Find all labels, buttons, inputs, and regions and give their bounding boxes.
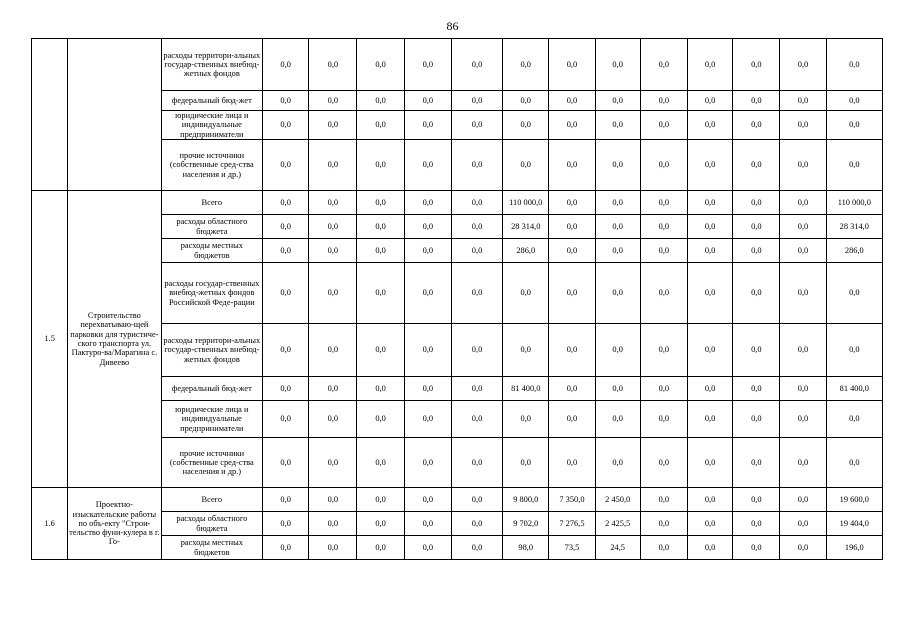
value-cell: 0,0 — [687, 91, 732, 111]
value-cell: 0,0 — [687, 140, 732, 191]
funding-source: федеральный бюд-жет — [161, 91, 262, 111]
value-cell: 0,0 — [263, 324, 309, 377]
value-cell: 7 350,0 — [549, 488, 595, 512]
funding-source: прочие источники (собственные сред-ства населения и др.) — [161, 140, 262, 191]
value-cell: 0,0 — [263, 401, 309, 438]
value-cell: 0,0 — [687, 263, 732, 324]
item-name: Строительство перехватываю-щей парковки для туристиче-ского транспорта ул. Пактуро-ва/Марагина с. Дивеево — [68, 191, 161, 488]
value-cell: 0,0 — [263, 438, 309, 488]
value-cell: 0,0 — [309, 488, 357, 512]
value-cell: 2 425,5 — [595, 512, 640, 536]
value-cell: 0,0 — [595, 111, 640, 140]
value-cell: 0,0 — [549, 239, 595, 263]
funding-source: Всего — [161, 191, 262, 215]
value-cell: 0,0 — [357, 91, 404, 111]
value-cell: 9 800,0 — [503, 488, 549, 512]
value-cell: 0,0 — [404, 191, 451, 215]
value-cell: 0,0 — [549, 377, 595, 401]
value-cell: 0,0 — [780, 140, 826, 191]
value-cell: 0,0 — [357, 324, 404, 377]
value-cell: 0,0 — [263, 91, 309, 111]
value-cell: 0,0 — [780, 215, 826, 239]
value-cell: 0,0 — [309, 324, 357, 377]
value-cell: 0,0 — [549, 215, 595, 239]
value-cell: 0,0 — [687, 377, 732, 401]
value-cell: 0,0 — [549, 140, 595, 191]
table-row — [32, 488, 883, 512]
value-cell: 0,0 — [640, 39, 687, 91]
value-cell: 0,0 — [404, 111, 451, 140]
value-cell: 0,0 — [640, 401, 687, 438]
value-cell: 0,0 — [595, 377, 640, 401]
value-cell: 0,0 — [309, 39, 357, 91]
value-cell: 0,0 — [595, 140, 640, 191]
value-cell: 0,0 — [826, 324, 882, 377]
value-cell: 0,0 — [640, 324, 687, 377]
value-cell: 0,0 — [263, 140, 309, 191]
value-cell: 0,0 — [451, 512, 502, 536]
value-cell: 0,0 — [640, 512, 687, 536]
value-cell: 0,0 — [780, 377, 826, 401]
value-cell: 0,0 — [451, 263, 502, 324]
value-cell: 0,0 — [733, 215, 780, 239]
value-cell: 0,0 — [357, 438, 404, 488]
value-cell: 0,0 — [640, 488, 687, 512]
value-cell: 0,0 — [549, 263, 595, 324]
value-cell: 0,0 — [309, 239, 357, 263]
value-cell: 0,0 — [451, 401, 502, 438]
value-cell: 0,0 — [357, 239, 404, 263]
value-cell: 0,0 — [404, 536, 451, 560]
value-cell: 0,0 — [549, 438, 595, 488]
value-cell: 0,0 — [595, 91, 640, 111]
value-cell: 0,0 — [451, 536, 502, 560]
value-cell: 0,0 — [687, 324, 732, 377]
value-cell: 0,0 — [595, 191, 640, 215]
value-cell: 0,0 — [640, 91, 687, 111]
value-cell: 0,0 — [503, 91, 549, 111]
value-cell: 0,0 — [451, 39, 502, 91]
value-cell: 0,0 — [826, 140, 882, 191]
value-cell: 0,0 — [687, 536, 732, 560]
value-cell: 0,0 — [549, 39, 595, 91]
value-cell: 0,0 — [640, 191, 687, 215]
value-cell: 0,0 — [595, 215, 640, 239]
value-cell: 0,0 — [404, 512, 451, 536]
value-cell: 0,0 — [640, 239, 687, 263]
item-number: 1.5 — [32, 191, 68, 488]
value-cell: 24,5 — [595, 536, 640, 560]
value-cell: 0,0 — [451, 438, 502, 488]
value-cell: 0,0 — [404, 239, 451, 263]
value-cell: 0,0 — [404, 215, 451, 239]
value-cell: 0,0 — [309, 263, 357, 324]
value-cell: 0,0 — [549, 191, 595, 215]
value-cell: 286,0 — [503, 239, 549, 263]
value-cell: 0,0 — [357, 488, 404, 512]
value-cell: 0,0 — [733, 536, 780, 560]
value-cell: 0,0 — [263, 512, 309, 536]
value-cell: 0,0 — [451, 91, 502, 111]
value-cell: 0,0 — [733, 401, 780, 438]
value-cell: 0,0 — [404, 39, 451, 91]
value-cell: 0,0 — [263, 39, 309, 91]
value-cell: 0,0 — [309, 512, 357, 536]
item-number — [32, 39, 68, 191]
value-cell: 0,0 — [503, 111, 549, 140]
value-cell: 0,0 — [687, 488, 732, 512]
value-cell: 0,0 — [263, 111, 309, 140]
value-cell: 0,0 — [451, 140, 502, 191]
value-cell: 98,0 — [503, 536, 549, 560]
value-cell: 19 404,0 — [826, 512, 882, 536]
value-cell: 0,0 — [357, 111, 404, 140]
value-cell: 0,0 — [263, 215, 309, 239]
item-name — [68, 39, 161, 191]
value-cell: 0,0 — [503, 263, 549, 324]
value-cell: 0,0 — [780, 91, 826, 111]
value-cell: 0,0 — [357, 215, 404, 239]
value-cell: 0,0 — [595, 263, 640, 324]
value-cell: 9 702,0 — [503, 512, 549, 536]
value-cell: 0,0 — [780, 324, 826, 377]
table-row — [32, 191, 883, 215]
value-cell: 0,0 — [503, 39, 549, 91]
value-cell: 0,0 — [309, 536, 357, 560]
value-cell: 0,0 — [733, 263, 780, 324]
value-cell: 81 400,0 — [503, 377, 549, 401]
value-cell: 0,0 — [687, 512, 732, 536]
value-cell: 0,0 — [687, 401, 732, 438]
value-cell: 0,0 — [826, 438, 882, 488]
value-cell: 0,0 — [263, 377, 309, 401]
value-cell: 0,0 — [309, 377, 357, 401]
value-cell: 0,0 — [640, 111, 687, 140]
value-cell: 0,0 — [357, 39, 404, 91]
value-cell: 0,0 — [826, 111, 882, 140]
value-cell: 0,0 — [357, 140, 404, 191]
value-cell: 0,0 — [780, 191, 826, 215]
value-cell: 0,0 — [687, 215, 732, 239]
value-cell: 0,0 — [309, 191, 357, 215]
value-cell: 0,0 — [780, 438, 826, 488]
funding-source: расходы местных бюджетов — [161, 536, 262, 560]
value-cell: 0,0 — [780, 263, 826, 324]
table-row — [32, 39, 883, 91]
value-cell: 0,0 — [733, 91, 780, 111]
funding-source: юридические лица и индивидуальные предприниматели — [161, 401, 262, 438]
value-cell: 0,0 — [263, 239, 309, 263]
item-number: 1.6 — [32, 488, 68, 560]
value-cell: 28 314,0 — [826, 215, 882, 239]
value-cell: 0,0 — [451, 488, 502, 512]
value-cell: 0,0 — [503, 438, 549, 488]
value-cell: 110 000,0 — [503, 191, 549, 215]
value-cell: 0,0 — [357, 191, 404, 215]
value-cell: 0,0 — [826, 401, 882, 438]
value-cell: 0,0 — [780, 39, 826, 91]
value-cell: 0,0 — [263, 536, 309, 560]
value-cell: 0,0 — [263, 488, 309, 512]
value-cell: 0,0 — [640, 438, 687, 488]
value-cell: 0,0 — [357, 401, 404, 438]
value-cell: 0,0 — [826, 39, 882, 91]
value-cell: 0,0 — [451, 324, 502, 377]
value-cell: 0,0 — [357, 263, 404, 324]
value-cell: 196,0 — [826, 536, 882, 560]
value-cell: 0,0 — [640, 215, 687, 239]
value-cell: 0,0 — [404, 438, 451, 488]
value-cell: 0,0 — [640, 536, 687, 560]
value-cell: 286,0 — [826, 239, 882, 263]
value-cell: 0,0 — [640, 377, 687, 401]
value-cell: 0,0 — [309, 91, 357, 111]
funding-source: юридические лица и индивидуальные предприниматели — [161, 111, 262, 140]
value-cell: 0,0 — [780, 512, 826, 536]
value-cell: 0,0 — [687, 191, 732, 215]
value-cell: 0,0 — [687, 239, 732, 263]
value-cell: 0,0 — [309, 401, 357, 438]
value-cell: 0,0 — [451, 111, 502, 140]
value-cell: 0,0 — [826, 263, 882, 324]
value-cell: 0,0 — [404, 488, 451, 512]
value-cell: 0,0 — [780, 111, 826, 140]
value-cell: 0,0 — [357, 512, 404, 536]
funding-source: расходы территори-альных государ-ственных внебюд-жетных фондов — [161, 324, 262, 377]
value-cell: 0,0 — [357, 536, 404, 560]
funding-source: расходы государ-ственных внебюд-жетных фондов Российской Феде-рации — [161, 263, 262, 324]
value-cell: 0,0 — [503, 401, 549, 438]
value-cell: 0,0 — [451, 377, 502, 401]
value-cell: 0,0 — [595, 324, 640, 377]
value-cell: 0,0 — [451, 191, 502, 215]
value-cell: 0,0 — [549, 91, 595, 111]
funding-source: расходы местных бюджетов — [161, 239, 262, 263]
value-cell: 0,0 — [404, 377, 451, 401]
value-cell: 0,0 — [263, 191, 309, 215]
value-cell: 0,0 — [404, 91, 451, 111]
value-cell: 0,0 — [780, 488, 826, 512]
value-cell: 0,0 — [733, 140, 780, 191]
value-cell: 0,0 — [780, 401, 826, 438]
value-cell: 0,0 — [780, 239, 826, 263]
value-cell: 0,0 — [451, 239, 502, 263]
item-name: Проектно-изыскательские работы по объ-екту "Строи-тельство фуни-кулера в г. Го- — [68, 488, 161, 560]
value-cell: 7 276,5 — [549, 512, 595, 536]
value-cell: 0,0 — [640, 263, 687, 324]
value-cell: 0,0 — [733, 239, 780, 263]
value-cell: 28 314,0 — [503, 215, 549, 239]
value-cell: 0,0 — [404, 324, 451, 377]
value-cell: 0,0 — [733, 512, 780, 536]
value-cell: 0,0 — [733, 39, 780, 91]
value-cell: 0,0 — [404, 263, 451, 324]
value-cell: 0,0 — [733, 377, 780, 401]
value-cell: 0,0 — [549, 401, 595, 438]
value-cell: 0,0 — [687, 39, 732, 91]
value-cell: 0,0 — [357, 377, 404, 401]
value-cell: 0,0 — [595, 39, 640, 91]
value-cell: 0,0 — [503, 140, 549, 191]
value-cell: 0,0 — [733, 324, 780, 377]
funding-source: прочие источники (собственные сред-ства населения и др.) — [161, 438, 262, 488]
value-cell: 0,0 — [826, 91, 882, 111]
funding-source: Всего — [161, 488, 262, 512]
funding-source: федеральный бюд-жет — [161, 377, 262, 401]
value-cell: 0,0 — [404, 401, 451, 438]
funding-source: расходы областного бюджета — [161, 512, 262, 536]
value-cell: 0,0 — [404, 140, 451, 191]
value-cell: 0,0 — [733, 111, 780, 140]
value-cell: 0,0 — [451, 215, 502, 239]
value-cell: 0,0 — [595, 438, 640, 488]
value-cell: 0,0 — [309, 111, 357, 140]
value-cell: 0,0 — [733, 438, 780, 488]
value-cell: 73,5 — [549, 536, 595, 560]
value-cell: 0,0 — [595, 239, 640, 263]
value-cell: 0,0 — [263, 263, 309, 324]
value-cell: 0,0 — [640, 140, 687, 191]
value-cell: 81 400,0 — [826, 377, 882, 401]
value-cell: 0,0 — [503, 324, 549, 377]
value-cell: 0,0 — [780, 536, 826, 560]
value-cell: 19 600,0 — [826, 488, 882, 512]
value-cell: 0,0 — [733, 191, 780, 215]
value-cell: 0,0 — [549, 111, 595, 140]
value-cell: 0,0 — [309, 140, 357, 191]
value-cell: 0,0 — [595, 401, 640, 438]
value-cell: 2 450,0 — [595, 488, 640, 512]
value-cell: 0,0 — [309, 215, 357, 239]
value-cell: 110 000,0 — [826, 191, 882, 215]
funding-source: расходы областного бюджета — [161, 215, 262, 239]
value-cell: 0,0 — [733, 488, 780, 512]
value-cell: 0,0 — [687, 111, 732, 140]
value-cell: 0,0 — [687, 438, 732, 488]
budget-table — [31, 38, 883, 560]
funding-source: расходы территори-альных государ-ственных внебюд-жетных фондов — [161, 39, 262, 91]
page-number: 86 — [446, 19, 459, 33]
value-cell: 0,0 — [549, 324, 595, 377]
value-cell: 0,0 — [309, 438, 357, 488]
